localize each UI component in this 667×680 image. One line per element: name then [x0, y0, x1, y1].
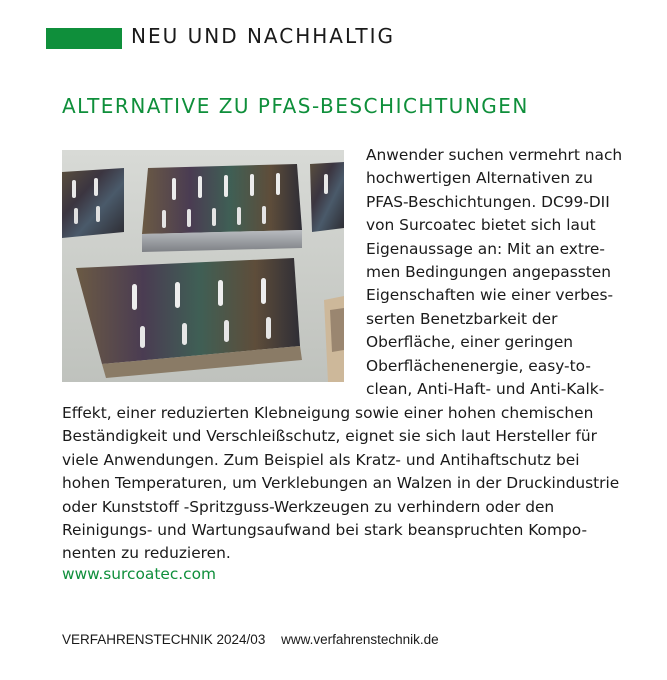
text-line: clean, Anti-Haft- und Anti-Kalk- — [366, 380, 605, 399]
text-line: hohen Temperaturen, um Verklebungen an Walzen in der Druckindustrie — [62, 474, 620, 493]
text-line: Eigenaussage an: Mit an extre- — [366, 239, 605, 258]
text-line: Oberfläche, einer geringen — [366, 333, 574, 352]
website-label[interactable]: www.verfahrenstechnik.de — [281, 632, 439, 647]
page-footer — [62, 632, 439, 647]
surcoatec-link[interactable]: www.surcoatec.com — [62, 565, 217, 583]
section-accent-bar — [46, 28, 122, 49]
text-line: Eigenschaften wie einer verbes- — [366, 286, 614, 305]
text-line: oder Kunststoff -Spritzguss-Werkzeugen zu verhindern oder den — [62, 497, 555, 516]
article-column-text — [366, 144, 656, 401]
publication-label: VERFAHRENSTECHNIK 2024/03 — [62, 632, 266, 647]
text-line: serten Benetzbarkeit der — [366, 309, 558, 328]
text-line: Anwender suchen vermehrt nach — [366, 146, 623, 164]
text-line: hochwertigen Alternativen zu — [366, 169, 593, 188]
text-line: nenten zu reduzieren. — [62, 544, 231, 563]
text-line: von Surcoatec bietet sich laut — [366, 216, 596, 235]
section-heading: NEU UND NACHHALTIG — [131, 24, 395, 48]
text-line: men Bedingungen angepassten — [366, 263, 612, 282]
article-body-text — [62, 402, 662, 566]
article-title: ALTERNATIVE ZU PFAS-BESCHICHTUNGEN — [62, 94, 529, 118]
text-line: Oberflächenenergie, easy-to- — [366, 356, 591, 375]
text-line: Beständigkeit und Verschleißschutz, eignet sie sich laut Hersteller für — [62, 427, 597, 446]
text-line: Reinigungs- und Wartungsaufwand bei stark beanspruchten Kompo- — [62, 521, 587, 540]
text-line: Effekt, einer reduzierten Klebneigung sowie einer hohen chemischen — [62, 404, 594, 422]
article-photo — [62, 150, 344, 382]
text-line: viele Anwendungen. Zum Beispiel als Kratz- und Antihaftschutz bei — [62, 450, 580, 469]
text-line: PFAS-Beschichtungen. DC99-DII — [366, 192, 610, 211]
